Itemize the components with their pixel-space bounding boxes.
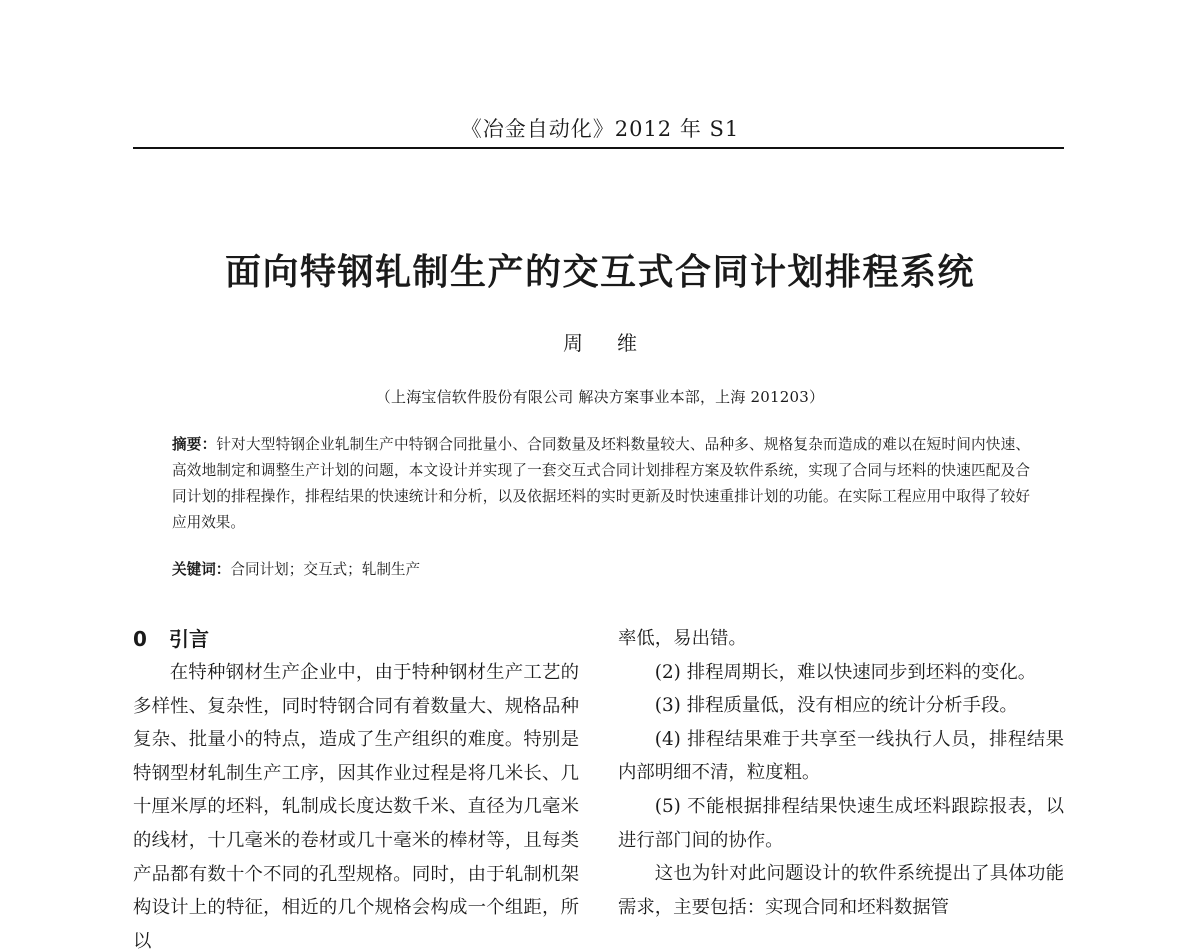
journal-header: 《冶金自动化》2012 年 S1: [460, 117, 740, 141]
section-number: 0: [133, 627, 147, 651]
list-item: (5) 不能根据排程结果快速生成坯料跟踪报表，以进行部门间的协作。: [618, 795, 1064, 851]
list-item: (3) 排程质量低，没有相应的统计分析手段。: [654, 695, 1018, 717]
list-item: (2) 排程周期长，难以快速同步到坯料的变化。: [654, 661, 1037, 683]
abstract: [172, 432, 1030, 536]
body-paragraph: 在特种钢材生产企业中，由于特种钢材生产工艺的多样性、复杂性，同时特钢合同有着数量大、规格品种复杂、批量小的特点，造成了生产组织的难度。特别是特钢型材轧制生产工序，因其作业过程是将几米长、几十厘米厚的坯料，轧制成长度达数千米、直径为几毫米的线材，十几毫米的卷材或几十毫米的棒材等，且每类产品都有数十个不同的孔型规格。同时，由于轧制机架构设计上的特征，相近的几个规格会构成一个组距，所以: [133, 662, 579, 952]
right-column: [618, 622, 1064, 924]
abstract-label: 摘要：: [172, 436, 217, 453]
body-paragraph-continuation: 率低，易出错。: [618, 628, 747, 649]
affiliation: （上海宝信软件股份有限公司 解决方案事业本部，上海 201203）: [375, 388, 825, 406]
abstract-text: 针对大型特钢企业轧制生产中特钢合同批量小、合同数量及坯料数量较大、品种多、规格复杂而造成的难以在短时间内快速、高效地制定和调整生产计划的问题，本文设计并实现了一套交互式合同计划排程方案及软件系统，实现了合同与坯料的快速匹配及合同计划的排程操作，排程结果的快速统计和分析，以及依据坯料的实时更新及时快速重排计划的功能。在实际工程应用中取得了较好应用效果。: [172, 436, 1030, 531]
section-title: 引言: [169, 627, 209, 651]
keywords-text: 合同计划；交互式；轧制生产: [230, 561, 421, 578]
header-rule: [133, 147, 1064, 149]
keywords: [172, 557, 1030, 583]
keywords-label: 关键词：: [172, 561, 231, 578]
section-heading-introduction: [133, 622, 579, 656]
author: 周维: [563, 331, 671, 355]
paper-title: 面向特钢轧制生产的交互式合同计划排程系统: [224, 252, 975, 293]
body-paragraph: 这也为针对此问题设计的软件系统提出了具体功能需求，主要包括：实现合同和坯料数据管: [618, 863, 1064, 918]
left-column: [133, 622, 579, 952]
list-item: (4) 排程结果难于共享至一线执行人员，排程结果内部明细不清，粒度粗。: [618, 728, 1064, 784]
